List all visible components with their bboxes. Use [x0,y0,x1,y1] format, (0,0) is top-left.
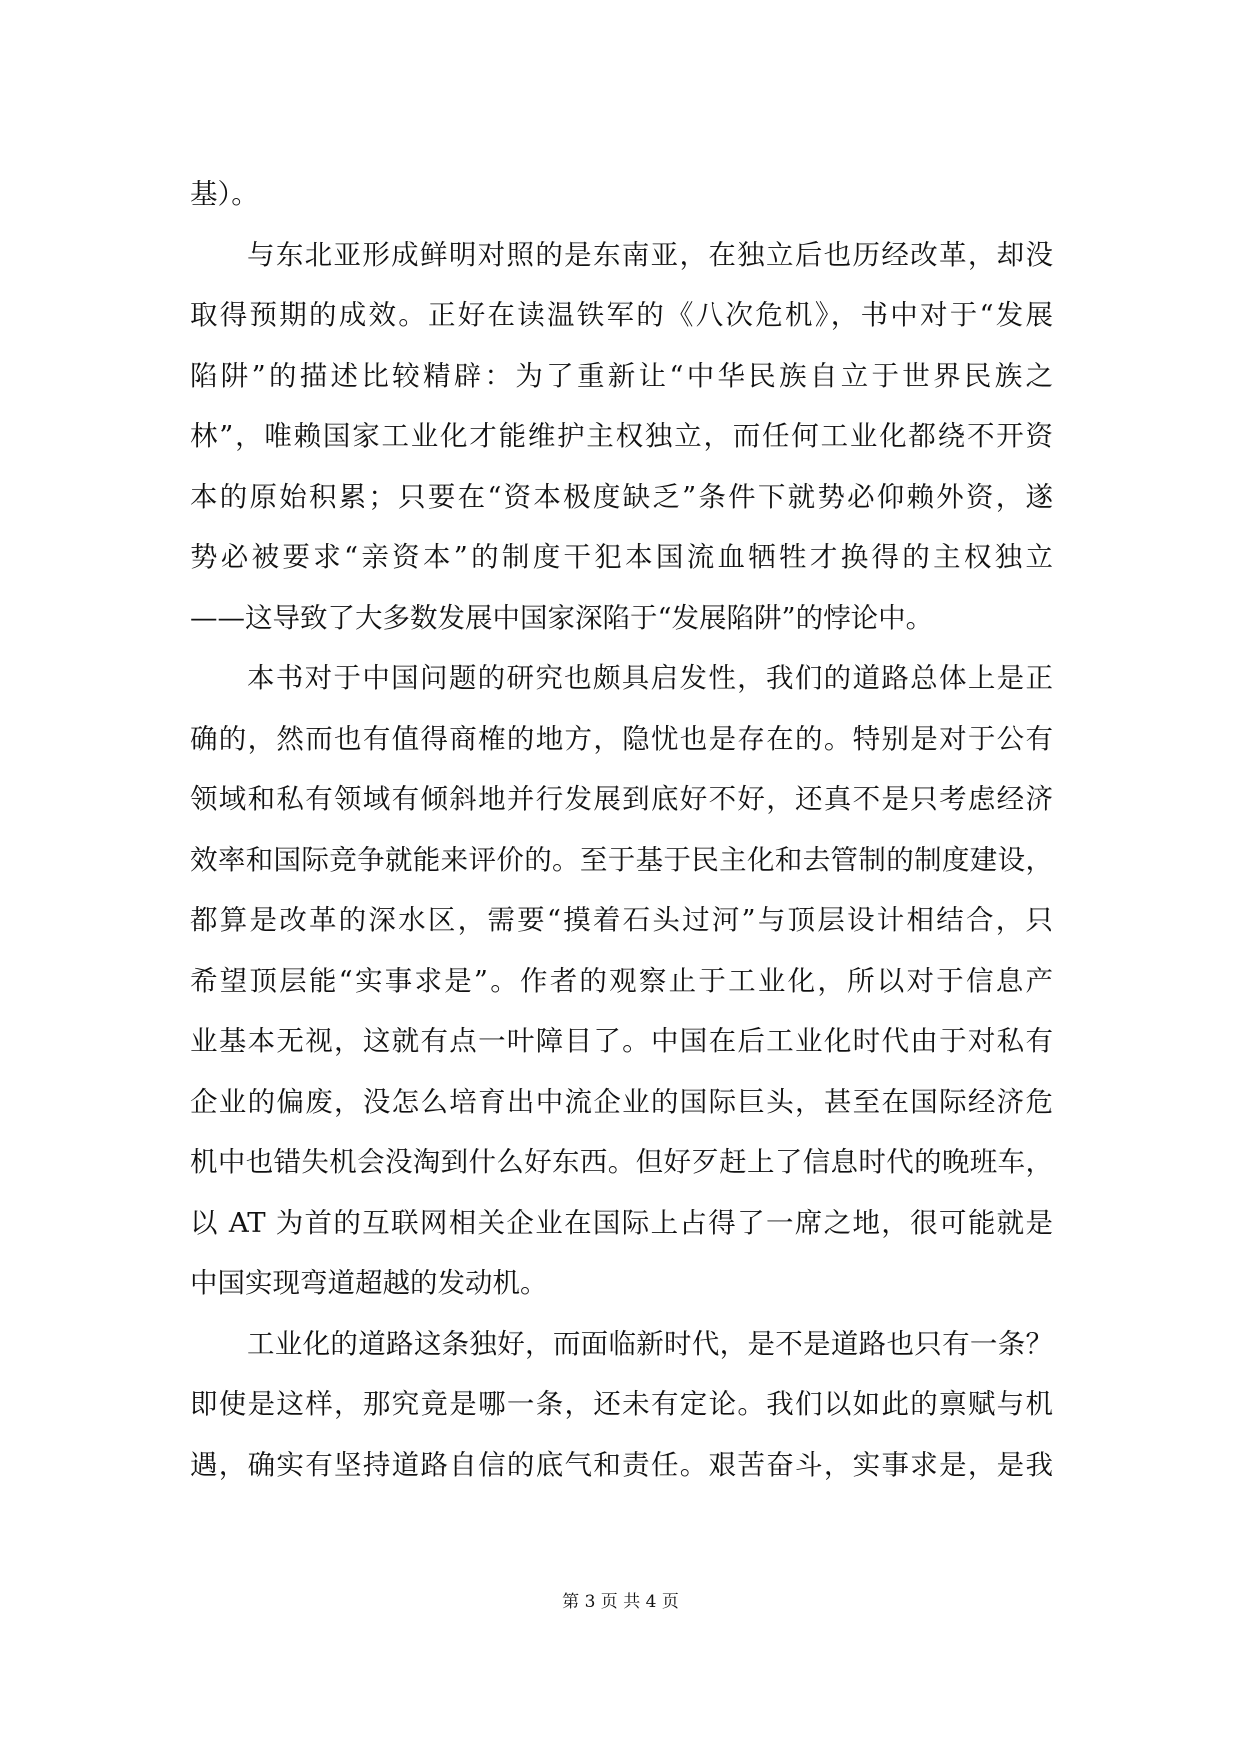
text-line: 业基本无视，这就有点一叶障目了。中国在后工业化时代由于对私有 [190,1025,1053,1057]
text-line: 林”，唯赖国家工业化才能维护主权独立，而任何工业化都绕不开资 [190,420,1053,452]
text-line: ——这导致了大多数发展中国家深陷于“发展陷阱”的悖论中。 [190,602,934,634]
page-footer: 第 3 页 共 4 页 [562,1592,679,1612]
text-line: 遇，确实有坚持道路自信的底气和责任。艰苦奋斗，实事求是，是我 [190,1449,1053,1481]
text-line: 效率和国际竞争就能来评价的。至于基于民主化和去管制的制度建设， [190,844,1053,876]
text-line: 即使是这样，那究竟是哪一条，还未有定论。我们以如此的禀赋与机 [190,1388,1053,1420]
text-line: 势必被要求“亲资本”的制度干犯本国流血牺牲才换得的主权独立 [190,541,1053,573]
text-line: 以 AT 为首的互联网相关企业在国际上占得了一席之地，很可能就是 [190,1207,1053,1239]
text-line: 希望顶层能“实事求是”。作者的观察止于工业化，所以对于信息产 [190,965,1053,997]
text-line: 领域和私有领域有倾斜地并行发展到底好不好，还真不是只考虑经济 [190,783,1053,815]
text-line: 基）。 [190,178,259,210]
text-line: 机中也错失机会没淘到什么好东西。但好歹赶上了信息时代的晚班车， [190,1146,1053,1178]
text-line: 本的原始积累；只要在“资本极度缺乏”条件下就势必仰赖外资，遂 [190,481,1053,513]
text-line: 陷阱”的描述比较精辟：为了重新让“中华民族自立于世界民族之 [190,360,1053,392]
text-line: 取得预期的成效。正好在读温铁军的《八次危机》，书中对于“发展 [190,299,1053,331]
text-line: 中国实现弯道超越的发动机。 [190,1267,548,1299]
text-line: 本书对于中国问题的研究也颇具启发性，我们的道路总体上是正 [247,662,1053,694]
text-line: 都算是改革的深水区，需要“摸着石头过河”与顶层设计相结合，只 [190,904,1053,936]
text-line: 确的，然而也有值得商榷的地方，隐忧也是存在的。特别是对于公有 [190,723,1053,755]
text-line: 工业化的道路这条独好，而面临新时代，是不是道路也只有一条？ [247,1328,1053,1360]
text-line: 企业的偏废，没怎么培育出中流企业的国际巨头，甚至在国际经济危 [190,1086,1053,1118]
text-line: 与东北亚形成鲜明对照的是东南亚，在独立后也历经改革，却没 [247,239,1053,271]
